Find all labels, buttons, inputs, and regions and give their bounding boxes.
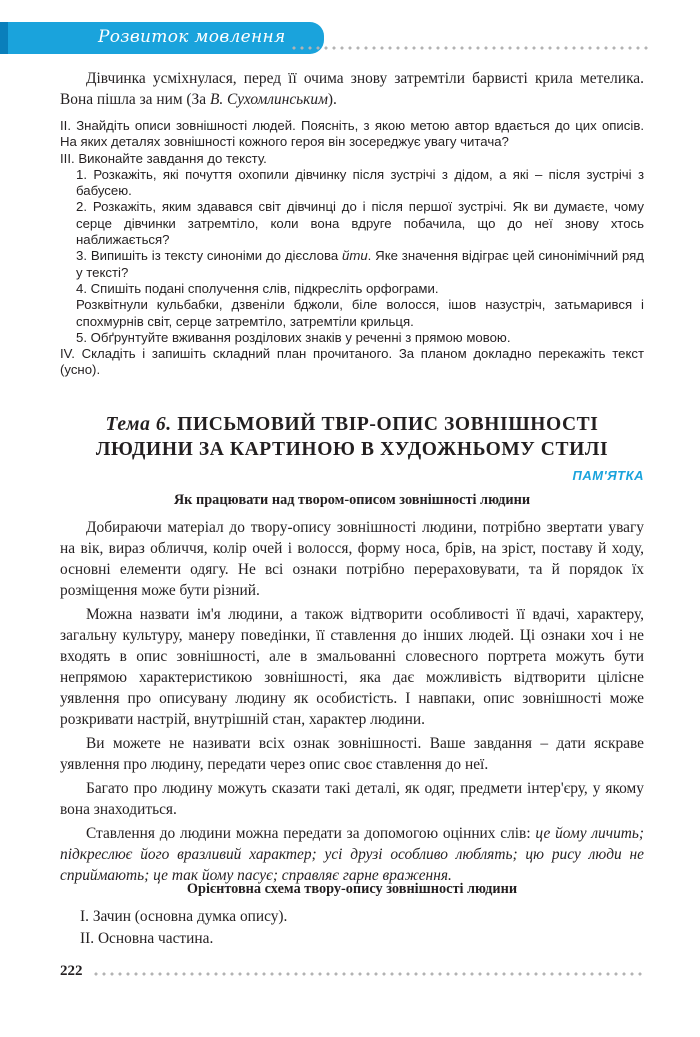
plan-item-1: І. Зачин (основна думка опису). bbox=[80, 908, 288, 925]
subtask-3 bbox=[60, 248, 644, 281]
paragraph-5-a: Ставлення до людини можна передати за допомогою оцінних слів: bbox=[86, 825, 536, 842]
memo-label: ПАМ'ЯТКА bbox=[572, 468, 644, 483]
subtask-4: 4. Спишіть подані сполучення слів, підкресліть орфограми. bbox=[76, 280, 439, 296]
section-title: Розвиток мовлення bbox=[98, 27, 286, 47]
theme-title-line2: ЛЮДИНИ ЗА КАРТИНОЮ В ХУДОЖНЬОМУ СТИЛІ bbox=[95, 439, 609, 460]
page-number: 222 bbox=[60, 963, 83, 979]
paragraph-5-italic: це йому личить; підкреслює його вразливий характер; усі друзі особливо люблять; цю рису люди не сприймають; це так йому пасує; справляє гарне враження. bbox=[60, 825, 645, 884]
subtask-5: 5. Обґрунтуйте вживання розділових знаків у реченні з прямою мовою. bbox=[76, 329, 511, 345]
subtask-2: 2. Розкажіть, яким здавався світ дівчинці до і після першої зустрічі. Як ви думаєте, чому серце дівчинки затремтіло, коли вона вдруге побачила, що до неї знову хтось наближається? bbox=[76, 199, 644, 248]
subtask-1: 1. Розкажіть, які почуття охопили дівчинку після зустрічі з дідом, а які – після зустрічі з бабусею. bbox=[76, 166, 644, 199]
intro-paragraph bbox=[60, 68, 644, 110]
paragraph-2: Можна назвати ім'я людини, а також відтворити особливості її вдачі, характеру, загальну культуру, манеру поведінки, її ставлення до інших людей. Ці ознаки хоч і не входять в опис зовнішності, але в змальованні словесного портрета можуть бути непрямою характеристикою зовнішності, яка дає можливість відтворити цілісне уявлення про описувану людину як особистість. І навпаки, опис зовнішності може розкривати настрій, внутрішній стан, характер людини. bbox=[60, 606, 644, 728]
paragraph-5 bbox=[60, 823, 644, 886]
paragraph-3: Ви можете не називати всіх ознак зовнішності. Ваше завдання – дати яскраве уявлення про людину, передати через опис своє ставлення до неї. bbox=[60, 735, 644, 773]
subtask-3-a: 3. Випишіть із тексту синоніми до дієслова bbox=[76, 248, 343, 264]
footer-dotted-rule bbox=[92, 972, 644, 976]
how-to-heading: Як працювати над твором-описом зовнішності людини bbox=[173, 492, 531, 508]
intro-close: ). bbox=[327, 91, 337, 108]
theme-label: Тема 6. bbox=[105, 414, 172, 435]
intro-author: В. Сухомлинським bbox=[209, 91, 328, 108]
memo-body bbox=[60, 517, 644, 889]
subtask-3-b: . Яке значення відіграє цей синонімічний ряд у тексті? bbox=[76, 248, 644, 280]
intro-sentence: Дівчинка усміхнулася, перед її очима знову затремтіли барвисті крила метелика. Вона пішла за ним (За bbox=[60, 70, 644, 108]
scheme-plan bbox=[60, 906, 644, 950]
paragraph-4: Багато про людину можуть сказати такі деталі, як одяг, предмети інтер'єру, у якому вона знаходиться. bbox=[60, 780, 644, 818]
task-2: ІІ. Знайдіть описи зовнішності людей. Поясніть, з якою метою автор вдається до цих описів. На яких деталях зовнішності кожного героя він зосереджує увагу читача? bbox=[60, 118, 644, 150]
task-list bbox=[60, 118, 644, 379]
subtask-3-word: йти bbox=[342, 248, 368, 264]
theme-title-line1: ПИСЬМОВИЙ ТВІР-ОПИС ЗОВНІШНОСТІ bbox=[171, 414, 599, 435]
section-header-accent bbox=[0, 22, 8, 54]
task-4: IV. Складіть і запишіть складний план прочитаного. За планом докладно перекажіть текст (усно). bbox=[60, 346, 644, 378]
task-3: ІІІ. Виконайте завдання до тексту. bbox=[60, 150, 267, 166]
paragraph-1: Добираючи матеріал до твору-опису зовнішності людини, потрібно звертати увагу на вік, вираз обличчя, колір очей і волосся, форму носа, брів, на зріст, поставу й ходу, основні елементи одягу. Не всі ознаки потрібно перераховувати, та й порядок їх розміщення може бути різний. bbox=[60, 519, 644, 599]
theme-heading bbox=[60, 412, 644, 462]
subtask-4-list: Розквітнули кульбабки, дзвеніли бджоли, біле волосся, ішов назустріч, затьмарився і спохмурнів світ, серце затремтіло, затремтіли крильця. bbox=[76, 297, 644, 329]
scheme-heading: Орієнтовна схема твору-опису зовнішності людини bbox=[186, 881, 518, 897]
header-dotted-rule bbox=[290, 46, 652, 50]
plan-item-2: ІІ. Основна частина. bbox=[80, 930, 214, 947]
